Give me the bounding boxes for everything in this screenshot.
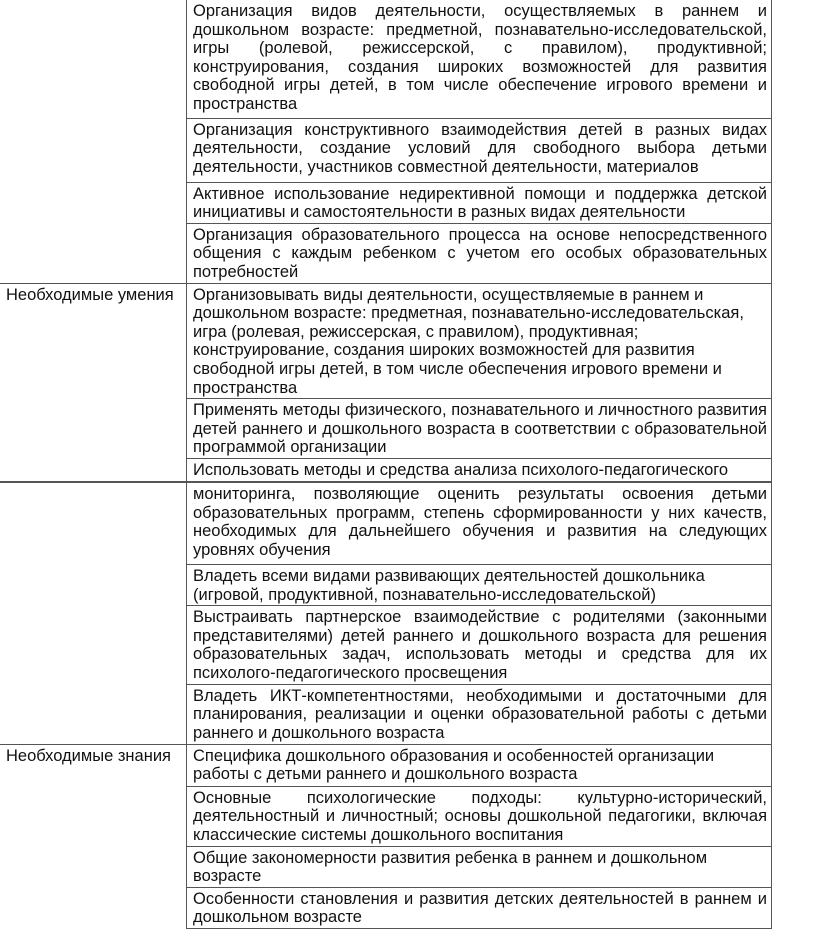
skill-cell: Организовывать виды деятельности, осуществляемые в раннем и дошкольном возрасте: предметная, познавательно-исследовательская, игра (ролевая, режиссерская, с правилом), продуктивная; конструирование, создания широких возможностей для развития свободной игры детей, в том числе обеспечения игрового времени и пространства <box>187 283 772 399</box>
section-label-skills: Необходимые умения <box>0 283 187 399</box>
skill-cell: Использовать методы и средства анализа психолого-педагогического <box>187 459 772 482</box>
label-cell-empty <box>0 483 187 565</box>
skill-cell: Выстраивать партнерское взаимодействие с родителями (законными представителями) детей раннего и дошкольного возраста для решения образовательных задач, использовать методы и средства для их психолого-педагогического просвещения <box>187 606 772 684</box>
labor-functions-table-part2 <box>0 482 772 929</box>
label-cell-empty <box>0 0 187 118</box>
labor-action-cell: Организация видов деятельности, осуществляемых в раннем и дошкольном возрасте: предметной, познавательно-исследовательской, игры (ролевой, режиссерской, с правилом), продуктивной; конструирования, создания широких возможностей для развития свободной игры детей, в том числе обеспечение игрового времени и пространства <box>187 0 772 118</box>
knowledge-cell: Основные психологические подходы: культурно-исторический, деятельностный и личностный; основы дошкольной педагогики, включая классические системы дошкольного воспитания <box>187 786 772 846</box>
knowledge-cell: Общие закономерности развития ребенка в раннем и дошкольном возрасте <box>187 846 772 887</box>
skill-cell: Владеть ИКТ-компетентностями, необходимыми и достаточными для планирования, реализации и оценки образовательной работы с детьми раннего и дошкольного возраста <box>187 684 772 744</box>
skill-cell: Владеть всеми видами развивающих деятельностей дошкольника (игровой, продуктивной, познавательно-исследовательской) <box>187 565 772 606</box>
skill-cell: Применять методы физического, познавательного и личностного развития детей раннего и дошкольного возраста в соответствии с образовательной программой организации <box>187 399 772 459</box>
knowledge-cell: Специфика дошкольного образования и особенностей организации работы с детьми раннего и дошкольного возраста <box>187 744 772 786</box>
labor-action-cell: Активное использование недирективной помощи и поддержка детской инициативы и самостоятельности в разных видах деятельности <box>187 182 772 223</box>
knowledge-cell: Особенности становления и развития детских деятельностей в раннем и дошкольном возрасте <box>187 887 772 928</box>
section-label-knowledge: Необходимые знания <box>0 744 187 786</box>
labor-action-cell: Организация образовательного процесса на основе непосредственного общения с каждым ребенком с учетом его особых образовательных потребностей <box>187 223 772 283</box>
labor-action-cell: Организация конструктивного взаимодействия детей в разных видах деятельности, создание условий для свободного выбора детьми деятельности, участников совместной деятельности, материалов <box>187 118 772 182</box>
labor-functions-table-part1 <box>0 0 772 482</box>
skill-cell: мониторинга, позволяющие оценить результаты освоения детьми образовательных программ, степень сформированности у них качеств, необходимых для дальнейшего обучения и развития на следующих уровнях обучения <box>187 483 772 565</box>
